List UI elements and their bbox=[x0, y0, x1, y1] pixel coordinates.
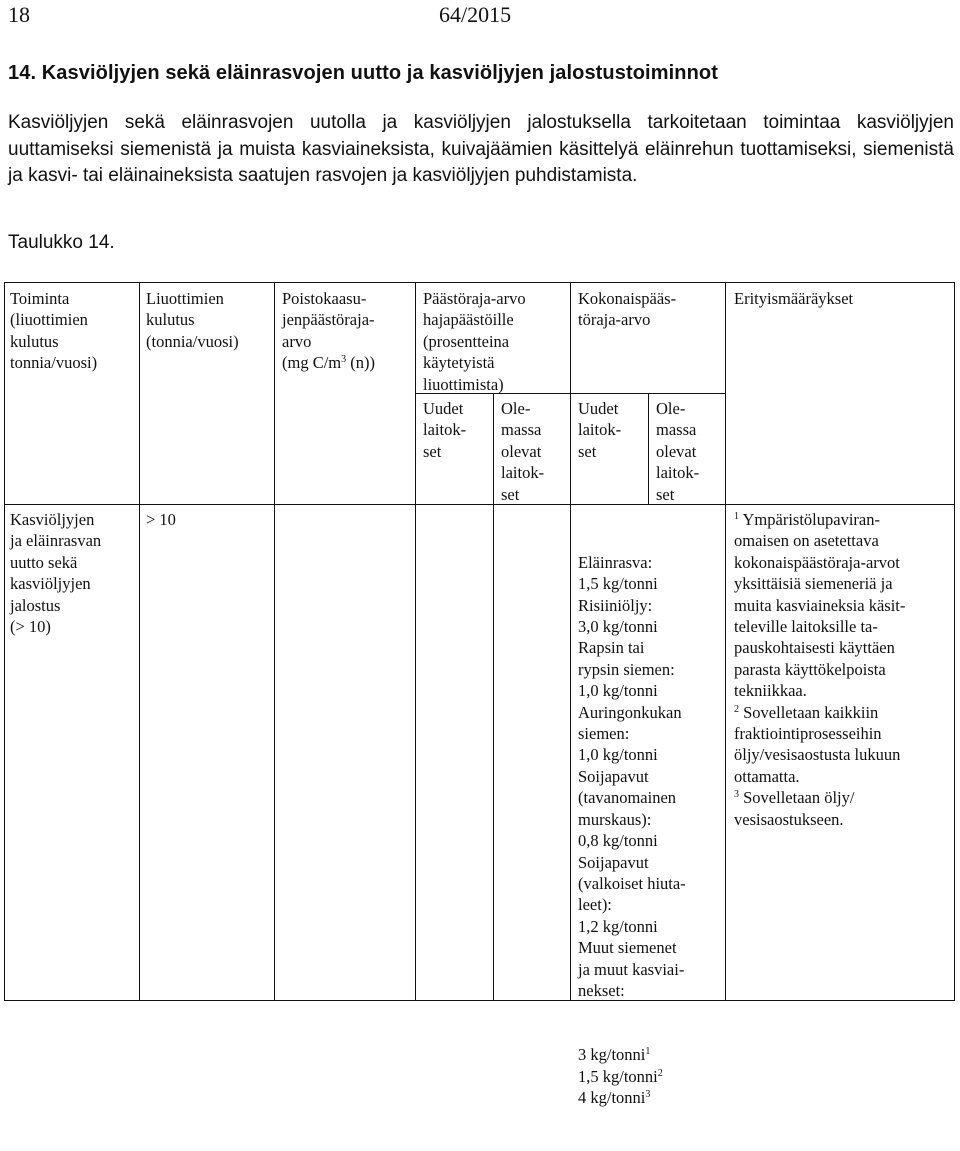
kokonais-line: 3,0 kg/tonni bbox=[578, 617, 658, 637]
header-liuottimien-kulutus: Liuottimien kulutus (tonnia/vuosi) bbox=[146, 289, 239, 351]
note-text: Ympäristölupaviran- omaisen on asetettava kokonaispäästöraja-arvot yksittäisiä siemeneriä ja muita kasviaineksia käsit- televille laitoksille ta- pauskohtaisesti käyttäen parasta käyttökelpoista tekniikkaa. bbox=[734, 510, 906, 701]
table-rule bbox=[493, 393, 494, 1001]
section-title: 14. Kasviöljyjen sekä eläinrasvojen uutto ja kasviöljyjen jalostustoiminnot bbox=[8, 62, 718, 84]
kokonais-footnoted-list bbox=[578, 1044, 686, 1108]
kokonais-footnoted-value: 3 kg/tonni$^1$ bbox=[578, 1045, 651, 1065]
header-poistokaasu bbox=[282, 288, 375, 374]
page-number: 18 bbox=[8, 2, 30, 27]
kokonais-line: Soijapavut bbox=[578, 852, 649, 872]
kokonais-line: rypsin siemen: bbox=[578, 659, 675, 679]
subheader-haja-olemassa: Ole- massa olevat laitok- set bbox=[501, 399, 545, 504]
kokonais-line: leet): bbox=[578, 895, 612, 915]
kokonais-line: Auringonkukan bbox=[578, 702, 682, 722]
kokonais-line: 1,0 kg/tonni bbox=[578, 745, 658, 765]
kokonais-line: Muut siemenet bbox=[578, 938, 677, 958]
table-rule bbox=[725, 282, 726, 1001]
kokonais-line: Soijapavut bbox=[578, 766, 649, 786]
kokonais-line: 0,8 kg/tonni bbox=[578, 831, 658, 851]
kokonais-line: murskaus): bbox=[578, 809, 652, 829]
row-liuottimien-kulutus: > 10 bbox=[146, 510, 176, 529]
issue-number: 64/2015 bbox=[439, 2, 512, 27]
kokonais-line: Rapsin tai bbox=[578, 638, 645, 658]
row-toiminta: Kasviöljyjen ja eläinrasvan uutto sekä kasviöljyjen jalostus (> 10) bbox=[10, 510, 102, 637]
header-poistokaasu-unit: (mg $C/m^3$ (n)) bbox=[282, 353, 375, 373]
kokonais-line: 1,2 kg/tonni bbox=[578, 916, 658, 936]
header-hajapaastot: Päästöraja-arvo hajapäästöille (prosentteina käytetyistä liuottimista) bbox=[423, 289, 526, 394]
header-erityismaaraykset: Erityismääräykset bbox=[734, 289, 854, 308]
footnote-ref: 1 bbox=[645, 1046, 651, 1058]
row-erityismaaraykset bbox=[734, 509, 905, 830]
table-rule bbox=[4, 282, 5, 1001]
note-text: Sovelletaan öljy/ vesisaostukseen. bbox=[734, 788, 855, 829]
table-rule bbox=[4, 1000, 955, 1001]
footnote-ref: 3 bbox=[645, 1088, 651, 1100]
table-rule bbox=[648, 393, 649, 505]
table-rule bbox=[274, 282, 275, 1001]
note-number: 2 bbox=[734, 703, 739, 715]
table-rule bbox=[570, 282, 571, 1001]
subheader-haja-uudet: Uudet laitok- set bbox=[423, 399, 467, 461]
kokonais-line: Risiiniöljy: bbox=[578, 595, 653, 615]
kokonais-line: ja muut kasviai- bbox=[578, 959, 685, 979]
intro-paragraph: Kasviöljyjen sekä eläinrasvojen uutolla ja kasviöljyjen jalostuksella tarkoitetaan toimintaa kasviöljyjen uuttamiseksi siemenistä ja muista kasviaineksista, kuivajäämien käsittelyä eläinrehun tuottamiseksi, siemenistä ja kasvi- tai eläinaineksista saatujen rasvojen ja kasviöljyjen puhdistamista. bbox=[8, 112, 954, 186]
table-caption: Taulukko 14. bbox=[8, 232, 115, 253]
kokonais-footnoted-value: 4 kg/tonni$^3$ bbox=[578, 1087, 651, 1107]
erityis-note bbox=[734, 702, 905, 788]
erityis-note bbox=[734, 787, 905, 830]
header-toiminta: Toiminta (liuottimien kulutus tonnia/vuosi) bbox=[10, 289, 98, 373]
row-kokonaispaasto bbox=[578, 509, 686, 1151]
kokonais-line: siemen: bbox=[578, 724, 630, 744]
table-rule bbox=[139, 282, 140, 1001]
note-number: 3 bbox=[734, 789, 739, 801]
kokonais-line: Eläinrasva: bbox=[578, 552, 653, 572]
subheader-kokonais-olemassa: Ole- massa olevat laitok- set bbox=[656, 399, 700, 504]
kokonais-value-list bbox=[578, 552, 686, 1002]
header-poistokaasu-label: Poistokaasu- jenpäästöraja- arvo bbox=[282, 289, 375, 351]
footnote-ref: 2 bbox=[657, 1067, 663, 1079]
kokonais-line: 1,0 kg/tonni bbox=[578, 681, 658, 701]
table-rule bbox=[415, 282, 416, 1001]
subheader-kokonais-uudet: Uudet laitok- set bbox=[578, 399, 622, 461]
kokonais-line: (tavanomainen bbox=[578, 788, 677, 808]
table-rule bbox=[4, 504, 955, 505]
kokonais-footnoted-value: 1,5 kg/tonni$^2$ bbox=[578, 1066, 663, 1086]
header-kokonaispaasto: Kokonaispääs- töraja-arvo bbox=[578, 289, 677, 330]
kokonais-line: (valkoiset hiuta- bbox=[578, 873, 686, 893]
table-rule bbox=[954, 282, 955, 1001]
note-text: Sovelletaan kaikkiin fraktiointiprosesseihin öljy/vesisaostusta lukuun ottamatta. bbox=[734, 702, 901, 786]
kokonais-line: nekset: bbox=[578, 980, 625, 1000]
erityis-note bbox=[734, 509, 905, 702]
kokonais-line: 1,5 kg/tonni bbox=[578, 574, 658, 594]
table-rule bbox=[4, 282, 955, 283]
note-number: 1 bbox=[734, 511, 739, 522]
